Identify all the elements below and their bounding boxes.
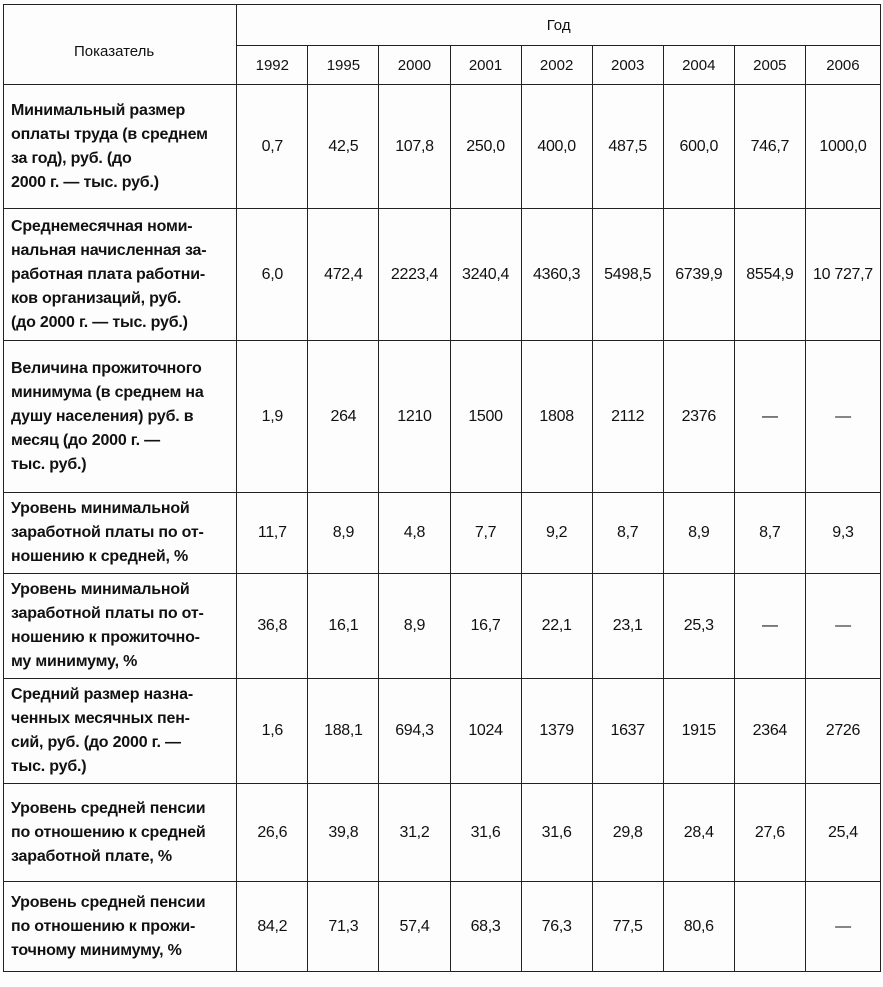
- table-cell: 107,8: [379, 85, 450, 209]
- table-cell: 10 727,7: [805, 209, 880, 341]
- table-cell: 80,6: [663, 882, 734, 972]
- table-cell: 8,9: [663, 493, 734, 574]
- row-label: Величина прожиточного минимума (в среднем на душу населения) руб. в месяц (до 2000 г. — тыс. руб.): [4, 341, 237, 493]
- table-cell: 6739,9: [663, 209, 734, 341]
- year-group-header: Год: [237, 5, 881, 46]
- table-row: [4, 209, 881, 341]
- table-cell: 600,0: [663, 85, 734, 209]
- row-label: Уровень средней пенсии по отношению к средней заработной плате, %: [4, 784, 237, 882]
- year-column-header: 2003: [592, 46, 663, 85]
- table-cell: —: [734, 341, 805, 493]
- table-cell: 746,7: [734, 85, 805, 209]
- table-cell: 77,5: [592, 882, 663, 972]
- table-row: [4, 85, 881, 209]
- statistics-table: [3, 4, 881, 972]
- table-cell: 487,5: [592, 85, 663, 209]
- table-row: [4, 493, 881, 574]
- table-cell: 2726: [805, 679, 880, 784]
- table-cell: 84,2: [237, 882, 308, 972]
- table-cell: [734, 882, 805, 972]
- table-cell: 4360,3: [521, 209, 592, 341]
- table-cell: 1808: [521, 341, 592, 493]
- table-cell: —: [805, 882, 880, 972]
- table-cell: 31,6: [450, 784, 521, 882]
- table-cell: 8,9: [308, 493, 379, 574]
- year-column-header: 2001: [450, 46, 521, 85]
- table-cell: 1,9: [237, 341, 308, 493]
- table-cell: 26,6: [237, 784, 308, 882]
- year-column-header: 2000: [379, 46, 450, 85]
- year-column-header: 1992: [237, 46, 308, 85]
- table-cell: 250,0: [450, 85, 521, 209]
- year-column-header: 2004: [663, 46, 734, 85]
- table-cell: 7,7: [450, 493, 521, 574]
- table-cell: 1915: [663, 679, 734, 784]
- table-row: [4, 574, 881, 679]
- table-cell: 1000,0: [805, 85, 880, 209]
- table-cell: 76,3: [521, 882, 592, 972]
- table-header: [4, 5, 881, 85]
- table-row: [4, 784, 881, 882]
- table-cell: 1024: [450, 679, 521, 784]
- table-cell: 57,4: [379, 882, 450, 972]
- table-cell: 6,0: [237, 209, 308, 341]
- table-cell: 8554,9: [734, 209, 805, 341]
- table-cell: 11,7: [237, 493, 308, 574]
- row-label: Средний размер назна- ченных месячных пен- сий, руб. (до 2000 г. — тыс. руб.): [4, 679, 237, 784]
- year-column-header: 1995: [308, 46, 379, 85]
- row-label: Уровень минимальной заработной платы по от- ношению к средней, %: [4, 493, 237, 574]
- table-cell: 27,6: [734, 784, 805, 882]
- table-cell: 29,8: [592, 784, 663, 882]
- table-cell: 31,2: [379, 784, 450, 882]
- row-label: Среднемесячная номи- нальная начисленная за- работная плата работни- ков организаций, руб. (до 2000 г. — тыс. руб.): [4, 209, 237, 341]
- table-row: [4, 679, 881, 784]
- table-cell: 25,4: [805, 784, 880, 882]
- header-row-group: [4, 5, 881, 46]
- table-cell: —: [734, 574, 805, 679]
- table-cell: 42,5: [308, 85, 379, 209]
- table-row: [4, 882, 881, 972]
- indicator-column-header: Показатель: [4, 5, 237, 85]
- table-cell: —: [805, 341, 880, 493]
- table-cell: 1210: [379, 341, 450, 493]
- table-cell: 4,8: [379, 493, 450, 574]
- table-cell: 16,1: [308, 574, 379, 679]
- year-column-header: 2005: [734, 46, 805, 85]
- table-cell: 22,1: [521, 574, 592, 679]
- table-cell: 2364: [734, 679, 805, 784]
- table-cell: 264: [308, 341, 379, 493]
- table-cell: 188,1: [308, 679, 379, 784]
- table-cell: 16,7: [450, 574, 521, 679]
- table-cell: 472,4: [308, 209, 379, 341]
- table-cell: 23,1: [592, 574, 663, 679]
- table-cell: 2223,4: [379, 209, 450, 341]
- table-cell: 694,3: [379, 679, 450, 784]
- table-cell: 28,4: [663, 784, 734, 882]
- table-cell: 8,7: [592, 493, 663, 574]
- table-cell: 68,3: [450, 882, 521, 972]
- year-column-header: 2002: [521, 46, 592, 85]
- row-label: Уровень средней пенсии по отношению к прожи- точному минимуму, %: [4, 882, 237, 972]
- table-cell: 400,0: [521, 85, 592, 209]
- table-cell: 8,7: [734, 493, 805, 574]
- table-cell: 1379: [521, 679, 592, 784]
- table-cell: 1637: [592, 679, 663, 784]
- table-body: [4, 85, 881, 972]
- table-cell: 31,6: [521, 784, 592, 882]
- row-label: Уровень минимальной заработной платы по от- ношению к прожиточно- му минимуму, %: [4, 574, 237, 679]
- table-cell: 36,8: [237, 574, 308, 679]
- table-cell: 9,2: [521, 493, 592, 574]
- year-column-header: 2006: [805, 46, 880, 85]
- table-cell: 71,3: [308, 882, 379, 972]
- table-cell: 3240,4: [450, 209, 521, 341]
- table-cell: 1500: [450, 341, 521, 493]
- table-cell: 2376: [663, 341, 734, 493]
- table-cell: 9,3: [805, 493, 880, 574]
- table-cell: 2112: [592, 341, 663, 493]
- table-cell: 25,3: [663, 574, 734, 679]
- table-cell: 39,8: [308, 784, 379, 882]
- row-label: Минимальный размер оплаты труда (в среднем за год), руб. (до 2000 г. — тыс. руб.): [4, 85, 237, 209]
- table-cell: 0,7: [237, 85, 308, 209]
- table-row: [4, 341, 881, 493]
- table-cell: 1,6: [237, 679, 308, 784]
- table-cell: —: [805, 574, 880, 679]
- table-cell: 5498,5: [592, 209, 663, 341]
- table-cell: 8,9: [379, 574, 450, 679]
